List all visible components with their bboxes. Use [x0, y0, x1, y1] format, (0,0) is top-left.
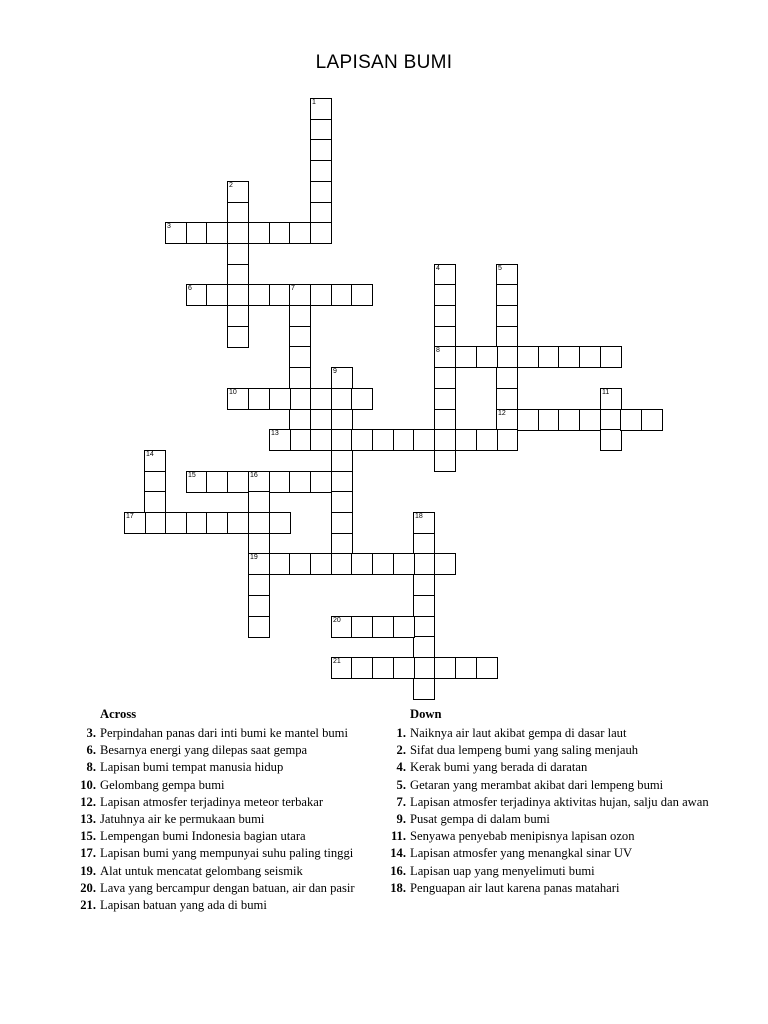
clue-number: 16.: [390, 863, 406, 878]
clue-number-label: 21: [333, 658, 341, 665]
clue-number-label: 10: [229, 389, 237, 396]
grid-cell[interactable]: [558, 409, 580, 431]
clue-text: Lapisan batuan yang ada di bumi: [100, 898, 267, 913]
clue-number: 8.: [86, 760, 96, 775]
clue-number-label: 15: [188, 472, 196, 479]
grid-cell[interactable]: [227, 284, 249, 306]
grid-cell[interactable]: [289, 429, 311, 451]
clue-number: 14.: [390, 846, 406, 861]
grid-cell[interactable]: [269, 553, 291, 575]
grid-cell[interactable]: [269, 512, 291, 534]
grid-cell[interactable]: [248, 512, 270, 534]
clue-text: Lapisan atmosfer yang menangkal sinar UV: [410, 846, 633, 861]
puzzle-title: LAPISAN BUMI: [315, 52, 453, 73]
grid-cell[interactable]: [124, 512, 146, 534]
clue-number-label: 13: [271, 430, 279, 437]
grid-cell[interactable]: [351, 657, 373, 679]
grid-cell[interactable]: [165, 222, 187, 244]
grid-cell[interactable]: [413, 512, 435, 534]
grid-cell[interactable]: [413, 429, 435, 451]
grid-cell[interactable]: [351, 616, 373, 638]
grid-cell[interactable]: [269, 388, 291, 410]
across-heading: Across: [100, 707, 137, 721]
clue-item: [76, 794, 366, 811]
grid-cell[interactable]: [331, 367, 353, 389]
grid-cell[interactable]: [227, 512, 249, 534]
clue-number: 21.: [80, 898, 96, 913]
grid-cell[interactable]: [393, 657, 415, 679]
grid-cell[interactable]: [248, 284, 270, 306]
grid-cell[interactable]: [476, 346, 498, 368]
grid-cell[interactable]: [600, 409, 622, 431]
clue-number: 3.: [86, 726, 96, 740]
clue-text: Lapisan bumi tempat manusia hidup: [100, 760, 284, 775]
grid-cell[interactable]: [248, 533, 270, 555]
grid-cell[interactable]: [496, 326, 518, 348]
grid-cell[interactable]: [372, 553, 394, 575]
grid-cell[interactable]: [496, 284, 518, 306]
grid-cell[interactable]: [434, 284, 456, 306]
grid-cell[interactable]: [496, 305, 518, 327]
grid-cell[interactable]: [413, 616, 435, 638]
clue-item: [386, 759, 716, 776]
clue-item: [386, 811, 716, 828]
grid-cell[interactable]: [165, 512, 187, 534]
grid-cell[interactable]: [310, 139, 332, 161]
grid-cell[interactable]: [227, 222, 249, 244]
grid-cell[interactable]: [227, 181, 249, 203]
grid-cell[interactable]: [310, 98, 332, 120]
grid-cell[interactable]: [331, 657, 353, 679]
clue-item: [76, 759, 366, 776]
clue-number: 12.: [80, 794, 96, 809]
across-clues: [76, 706, 366, 914]
grid-cell[interactable]: [186, 284, 208, 306]
clue-number: 11.: [390, 829, 406, 844]
grid-cell[interactable]: [289, 284, 311, 306]
grid-cell[interactable]: [434, 326, 456, 348]
clue-item: [76, 828, 366, 845]
clue-number: 7.: [396, 794, 406, 809]
grid-cell[interactable]: [538, 346, 560, 368]
grid-cell[interactable]: [413, 533, 435, 555]
grid-cell[interactable]: [351, 553, 373, 575]
grid-cell[interactable]: [289, 471, 311, 493]
clue-text: Kerak bumi yang berada di daratan: [410, 760, 588, 775]
grid-cell[interactable]: [310, 388, 332, 410]
grid-cell[interactable]: [372, 657, 394, 679]
grid-cell[interactable]: [248, 574, 270, 596]
clue-item: [386, 725, 716, 742]
grid-cell[interactable]: [269, 471, 291, 493]
grid-cell[interactable]: [476, 429, 498, 451]
clue-number-label: 1: [312, 99, 316, 106]
grid-cell[interactable]: [289, 305, 311, 327]
grid-cell[interactable]: [310, 284, 332, 306]
clue-item: [76, 742, 366, 759]
grid-cell[interactable]: [434, 264, 456, 286]
clue-item: [386, 742, 716, 759]
clue-text: Lapisan bumi yang mempunyai suhu paling tinggi: [100, 846, 354, 861]
grid-cell[interactable]: [331, 553, 353, 575]
clue-number: 6.: [86, 743, 96, 758]
grid-cell[interactable]: [600, 429, 622, 451]
grid-cell[interactable]: [558, 346, 580, 368]
grid-cell[interactable]: [434, 450, 456, 472]
clue-text: Lempengan bumi Indonesia bagian utara: [100, 829, 306, 844]
clue-item: [386, 828, 716, 845]
grid-cell[interactable]: [206, 284, 228, 306]
grid-cell[interactable]: [393, 553, 415, 575]
grid-cell[interactable]: [310, 202, 332, 224]
clue-number-label: 19: [250, 554, 258, 561]
clue-item: [76, 777, 366, 794]
down-clues: [386, 706, 716, 897]
grid-cell[interactable]: [269, 284, 291, 306]
clue-number-label: 11: [602, 389, 610, 396]
grid-cell[interactable]: [227, 243, 249, 265]
grid-cell[interactable]: [455, 429, 477, 451]
grid-cell[interactable]: [434, 367, 456, 389]
grid-cell[interactable]: [331, 284, 353, 306]
grid-cell[interactable]: [476, 657, 498, 679]
grid-cell[interactable]: [434, 305, 456, 327]
grid-cell[interactable]: [351, 388, 373, 410]
grid-cell[interactable]: [331, 388, 353, 410]
clue-text: Alat untuk mencatat gelombang seismik: [100, 863, 303, 878]
clue-number: 9.: [396, 812, 406, 827]
clue-number-label: 7: [291, 285, 295, 292]
clue-text: Lapisan uap yang menyelimuti bumi: [410, 863, 595, 878]
grid-cell[interactable]: [227, 305, 249, 327]
grid-cell[interactable]: [144, 512, 166, 534]
clue-number: 20.: [80, 880, 96, 895]
clue-item: [386, 880, 716, 897]
grid-cell[interactable]: [600, 346, 622, 368]
grid-cell[interactable]: [331, 450, 353, 472]
grid-cell[interactable]: [227, 388, 249, 410]
grid-cell[interactable]: [579, 409, 601, 431]
clue-item: [76, 863, 366, 880]
clue-number-label: 6: [188, 285, 192, 292]
clue-number-label: 5: [498, 265, 502, 272]
clue-text: Pusat gempa di dalam bumi: [410, 812, 550, 827]
grid-cell[interactable]: [413, 657, 435, 679]
grid-cell[interactable]: [434, 409, 456, 431]
grid-cell[interactable]: [496, 346, 518, 368]
grid-cell[interactable]: [310, 471, 332, 493]
grid-cell[interactable]: [248, 491, 270, 513]
grid-cell[interactable]: [413, 595, 435, 617]
grid-cell[interactable]: [206, 222, 228, 244]
grid-cell[interactable]: [310, 119, 332, 141]
grid-cell[interactable]: [413, 553, 435, 575]
clue-item: [76, 811, 366, 828]
grid-cell[interactable]: [144, 471, 166, 493]
clue-item: [76, 845, 366, 862]
clue-number: 15.: [80, 829, 96, 844]
clue-number-label: 8: [436, 347, 440, 354]
grid-cell[interactable]: [310, 429, 332, 451]
grid-cell[interactable]: [331, 429, 353, 451]
down-heading: Down: [410, 707, 442, 721]
grid-cell[interactable]: [289, 553, 311, 575]
grid-cell[interactable]: [186, 512, 208, 534]
clue-number-label: 17: [126, 513, 134, 520]
grid-cell[interactable]: [206, 512, 228, 534]
clue-text: Penguapan air laut karena panas matahari: [410, 880, 620, 895]
grid-cell[interactable]: [269, 222, 291, 244]
grid-cell[interactable]: [310, 160, 332, 182]
grid-cell[interactable]: [248, 616, 270, 638]
grid-cell[interactable]: [496, 367, 518, 389]
grid-cell[interactable]: [517, 346, 539, 368]
clue-number: 18.: [390, 880, 406, 895]
clue-text: Besarnya energi yang dilepas saat gempa: [100, 743, 308, 758]
grid-cell[interactable]: [620, 409, 642, 431]
grid-cell[interactable]: [227, 264, 249, 286]
grid-cell[interactable]: [434, 429, 456, 451]
grid-cell[interactable]: [310, 222, 332, 244]
clue-item: [386, 845, 716, 862]
grid-cell[interactable]: [289, 326, 311, 348]
clue-number-label: 2: [229, 182, 233, 189]
grid-cell[interactable]: [248, 471, 270, 493]
grid-cell[interactable]: [434, 553, 456, 575]
grid-cell[interactable]: [248, 388, 270, 410]
grid-cell[interactable]: [144, 491, 166, 513]
grid-cell[interactable]: [227, 326, 249, 348]
grid-cell[interactable]: [579, 346, 601, 368]
clue-text: Sifat dua lempeng bumi yang saling menjauh: [410, 743, 639, 758]
clue-number: 4.: [396, 760, 406, 775]
clue-number-label: 18: [415, 513, 423, 520]
clue-number: 19.: [80, 863, 96, 878]
grid-cell[interactable]: [331, 491, 353, 513]
clue-number: 2.: [396, 743, 406, 758]
clue-text: Lapisan atmosfer terjadinya aktivitas hujan, salju dan awan: [410, 794, 709, 809]
clue-item: [386, 863, 716, 880]
grid-cell[interactable]: [248, 222, 270, 244]
grid-cell[interactable]: [496, 264, 518, 286]
grid-cell[interactable]: [496, 388, 518, 410]
grid-cell[interactable]: [517, 409, 539, 431]
grid-cell[interactable]: [331, 471, 353, 493]
grid-cell[interactable]: [206, 471, 228, 493]
grid-cell[interactable]: [331, 512, 353, 534]
clue-item: [76, 897, 366, 914]
clue-number: 10.: [80, 777, 96, 792]
grid-cell[interactable]: [496, 429, 518, 451]
grid-cell[interactable]: [413, 574, 435, 596]
grid-cell[interactable]: [227, 471, 249, 493]
grid-cell[interactable]: [248, 553, 270, 575]
grid-cell[interactable]: [227, 202, 249, 224]
clue-text: Naiknya air laut akibat gempa di dasar laut: [410, 726, 627, 740]
clue-item: [76, 880, 366, 897]
grid-cell[interactable]: [269, 429, 291, 451]
grid-cell[interactable]: [351, 284, 373, 306]
clue-text: Jatuhnya air ke permukaan bumi: [100, 812, 265, 827]
grid-cell[interactable]: [372, 616, 394, 638]
grid-cell[interactable]: [455, 657, 477, 679]
clue-number-label: 16: [250, 472, 258, 479]
grid-cell[interactable]: [434, 346, 456, 368]
clue-text: Senyawa penyebab menipisnya lapisan ozon: [410, 829, 635, 844]
clue-text: Gelombang gempa bumi: [100, 777, 225, 792]
grid-cell[interactable]: [289, 367, 311, 389]
clue-item: [76, 725, 366, 742]
grid-cell[interactable]: [351, 429, 373, 451]
grid-cell[interactable]: [496, 409, 518, 431]
grid-cell[interactable]: [434, 388, 456, 410]
grid-cell[interactable]: [289, 388, 311, 410]
grid-cell[interactable]: [331, 616, 353, 638]
grid-cell[interactable]: [186, 222, 208, 244]
clue-number-label: 14: [146, 451, 154, 458]
clue-number: 17.: [80, 846, 96, 861]
grid-cell[interactable]: [600, 388, 622, 410]
grid-cell[interactable]: [372, 429, 394, 451]
clue-text: Perpindahan panas dari inti bumi ke mantel bumi: [100, 726, 348, 740]
clue-number: 1.: [396, 726, 406, 740]
grid-cell[interactable]: [248, 595, 270, 617]
clue-text: Lapisan atmosfer terjadinya meteor terbakar: [100, 794, 324, 809]
grid-cell[interactable]: [331, 409, 353, 431]
grid-cell[interactable]: [393, 429, 415, 451]
grid-cell[interactable]: [331, 533, 353, 555]
clue-item: [386, 777, 716, 794]
grid-cell[interactable]: [144, 450, 166, 472]
clue-number-label: 12: [498, 410, 506, 417]
clue-number: 5.: [396, 777, 406, 792]
grid-cell[interactable]: [186, 471, 208, 493]
grid-cell[interactable]: [310, 553, 332, 575]
clue-number-label: 3: [167, 223, 171, 230]
grid-cell[interactable]: [413, 636, 435, 658]
clue-text: Lava yang bercampur dengan batuan, air dan pasir: [100, 880, 355, 895]
grid-cell[interactable]: [434, 657, 456, 679]
grid-cell[interactable]: [393, 616, 415, 638]
grid-cell[interactable]: [289, 409, 311, 431]
grid-cell[interactable]: [641, 409, 663, 431]
grid-cell[interactable]: [289, 346, 311, 368]
clue-number: 13.: [80, 812, 96, 827]
clue-item: [386, 794, 716, 811]
clue-number-label: 9: [333, 368, 337, 375]
clue-text: Getaran yang merambat akibat dari lempeng bumi: [410, 777, 664, 792]
grid-cell[interactable]: [413, 678, 435, 700]
grid-cell[interactable]: [310, 181, 332, 203]
grid-cell[interactable]: [455, 346, 477, 368]
clue-number-label: 20: [333, 617, 341, 624]
grid-cell[interactable]: [289, 222, 311, 244]
grid-cell[interactable]: [538, 409, 560, 431]
clue-number-label: 4: [436, 265, 440, 272]
